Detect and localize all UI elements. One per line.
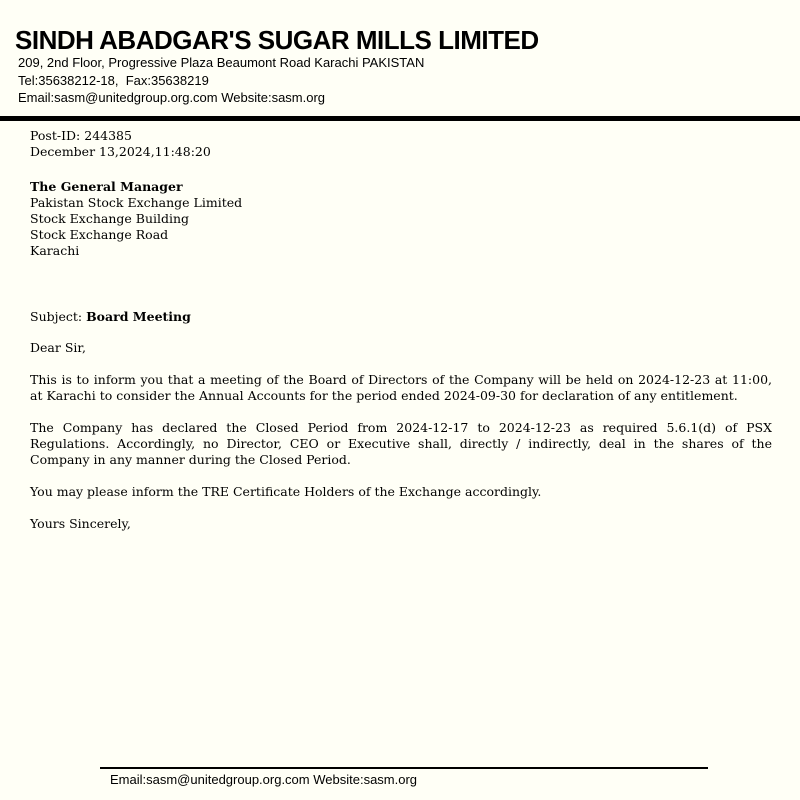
company-name: SINDH ABADGAR'S SUGAR MILLS LIMITED [15,25,539,55]
header-address: 209, 2nd Floor, Progressive Plaza Beaumont Road Karachi PAKISTAN [18,55,425,70]
header-contact: Email:sasm@unitedgroup.org.com Website:sasm.org [18,90,326,105]
recipient-block [30,179,772,259]
letter-body [30,128,772,532]
footer-contact: Email:sasm@unitedgroup.org.com Website:sasm.org [110,772,418,787]
body-paragraph-1: This is to inform you that a meeting of the Board of Directors of the Company will be held on 2024-12-23 at 11:00, at Karachi to consider the Annual Accounts for the period ended 2024-09-30 for declaration of any entitlement. [30,371,772,403]
recipient-line: Stock Exchange Road [30,226,169,242]
recipient-line: Stock Exchange Building [30,210,190,226]
subject-line [30,309,772,325]
salutation: Dear Sir, [30,339,86,355]
letterhead [0,0,800,107]
post-id: Post-ID: 244385 [30,127,132,143]
subject-label: Subject: [30,308,83,324]
header-phone-fax: Tel:35638212-18, Fax:35638219 [18,72,209,88]
recipient-line: Pakistan Stock Exchange Limited [30,194,243,210]
letter-datetime: December 13,2024,11:48:20 [30,143,211,159]
footer-rule [100,767,708,769]
subject-value: Board Meeting [86,308,191,324]
body-paragraph-3: You may please inform the TRE Certificate Holders of the Exchange accordingly. [30,483,542,499]
recipient-line: Karachi [30,242,80,258]
recipient-title: The General Manager [30,178,183,194]
closing: Yours Sincerely, [30,515,131,531]
header-rule [0,116,800,121]
body-paragraph-2: The Company has declared the Closed Period from 2024-12-17 to 2024-12-23 as required 5.6.1(d) of PSX Regulations. Accordingly, no Director, CEO or Executive shall, directly / indirectly, deal in the shares of the Company in any manner during the Closed Period. [30,419,772,467]
